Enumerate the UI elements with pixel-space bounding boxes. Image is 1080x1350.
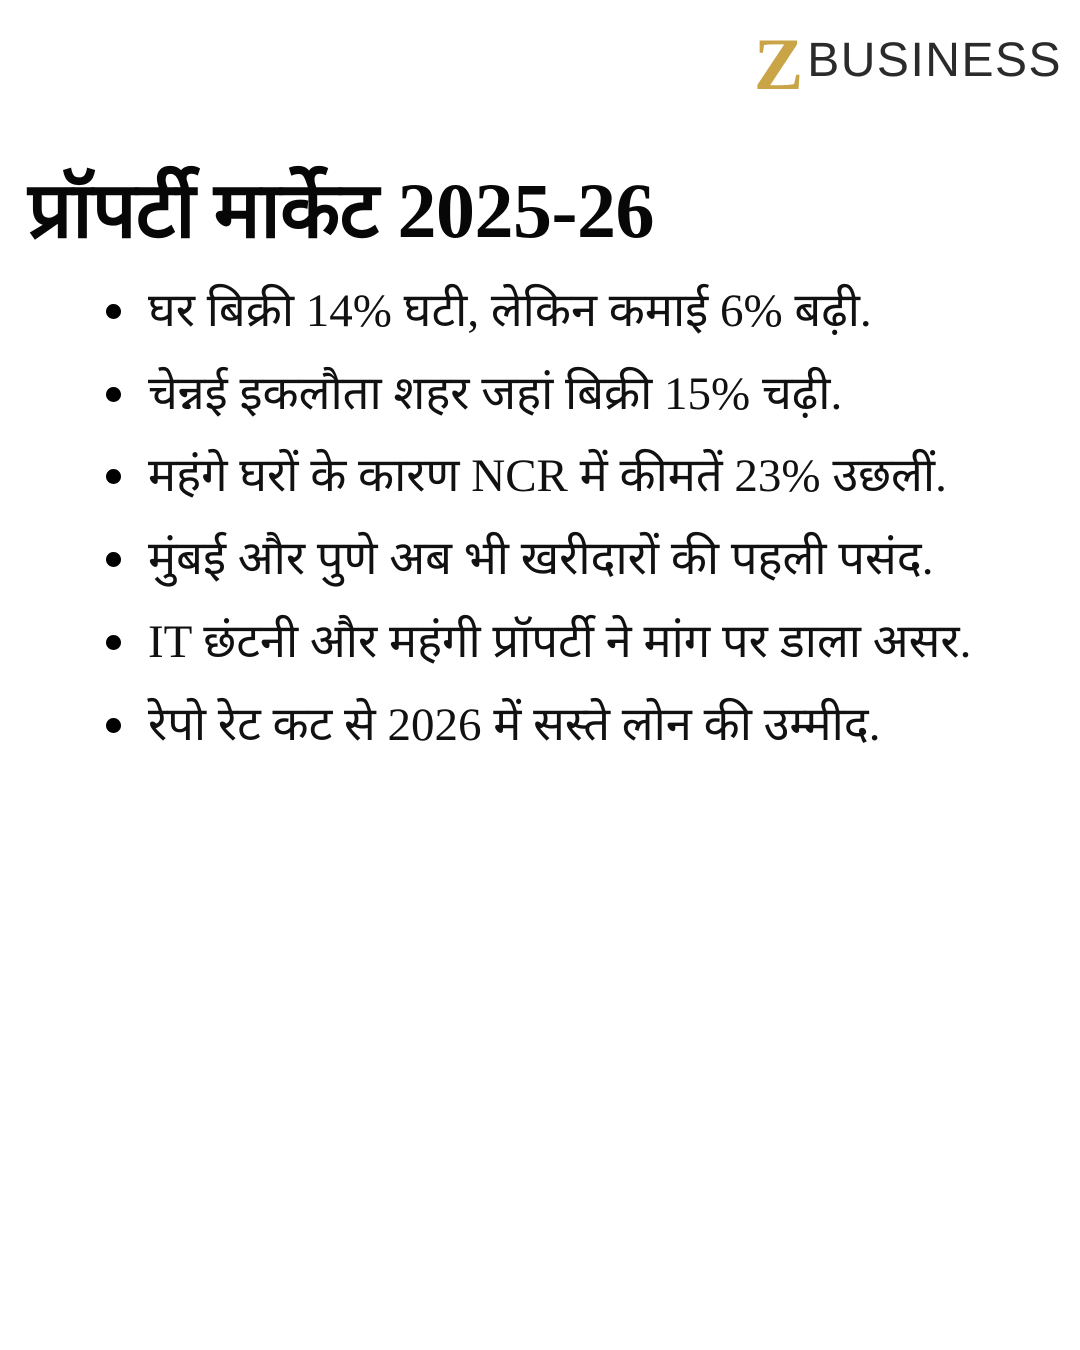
list-item: घर बिक्री 14% घटी, लेकिन कमाई 6% बढ़ी. — [96, 278, 1046, 345]
list-item: मुंबई और पुणे अब भी खरीदारों की पहली पसंद. — [96, 526, 1046, 593]
brand-name: BUSINESS — [807, 34, 1062, 87]
list-item: चेन्नई इकलौता शहर जहां बिक्री 15% चढ़ी. — [96, 361, 1046, 428]
bullet-list — [96, 278, 1046, 774]
brand-logo — [753, 24, 1062, 106]
list-item: रेपो रेट कट से 2026 में सस्ते लोन की उम्मीद. — [96, 692, 1046, 759]
zee-z-icon: Z — [753, 24, 802, 106]
list-item: IT छंटनी और महंगी प्रॉपर्टी ने मांग पर डाला असर. — [96, 609, 1046, 676]
list-item: महंगे घरों के कारण NCR में कीमतें 23% उछलीं. — [96, 443, 1046, 510]
page-title: प्रॉपर्टी मार्केट 2025-26 — [28, 167, 654, 255]
